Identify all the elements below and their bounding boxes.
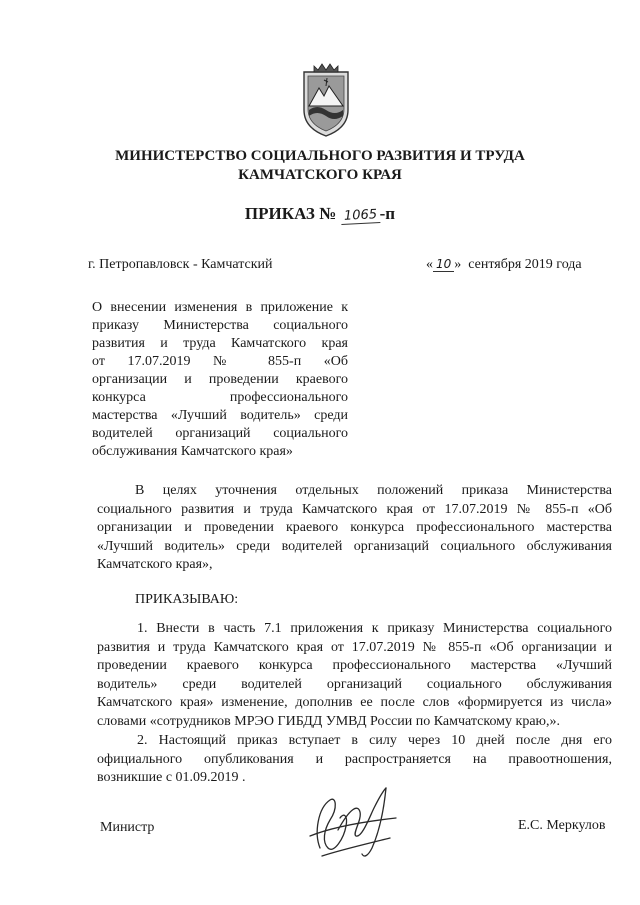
subject-line: О внесении изменения в приложение к — [92, 300, 348, 315]
subject-line: мастерства «Лучший водитель» среди — [92, 408, 348, 423]
item-1-line: словами «сотрудников МРЭО ГИБДД УМВД России по Камчатскому краю,». — [97, 713, 561, 729]
date-day-handwritten: 10 — [433, 257, 454, 272]
subject-line: конкурса профессионального — [92, 390, 348, 405]
preamble-line: социального развития и труда Камчатского края от 17.07.2019 № 855-п «Об — [97, 501, 612, 517]
item-2-line: официального опубликования и распространяется на правоотношения, — [97, 751, 612, 767]
item-1-line: Камчатского края» изменение, дополнив ее после слов «формируется из числа» — [97, 695, 612, 711]
order-date — [426, 257, 582, 273]
item-2-line: возникшие с 01.09.2019 . — [97, 770, 246, 786]
preamble-line: В целях уточнения отдельных положений приказа Министерства — [135, 483, 612, 498]
subject-line: водителей организаций социального — [92, 426, 348, 441]
prikazyvayu-heading: ПРИКАЗЫВАЮ: — [135, 592, 239, 607]
order-number-handwritten: 1065 — [340, 207, 380, 225]
date-open-quote: « — [426, 257, 433, 272]
order-title — [0, 204, 640, 224]
coat-of-arms-emblem — [300, 58, 352, 140]
subject-line: от 17.07.2019 № 855-п «Об — [92, 354, 348, 369]
subject-line: обслуживания Камчатского края» — [92, 444, 293, 459]
order-subject — [92, 299, 348, 461]
item-1-line: развития и труда Камчатского края от 17.07.2019 № 855-п «Об организации и — [97, 639, 612, 655]
signatory-name: Е.С. Меркулов — [518, 818, 606, 833]
date-close-quote: » — [454, 257, 462, 272]
item-2-line: 2. Настоящий приказ вступает в силу через 10 дней после дня его — [137, 733, 612, 748]
subject-line: приказу Министерства социального — [92, 318, 348, 333]
city: г. Петропавловск - Камчатский — [88, 257, 273, 272]
item-1-line: 1. Внести в часть 7.1 приложения к приказу Министерства социального — [137, 621, 612, 636]
signatory-title: Министр — [100, 820, 155, 835]
item-1-line: проведении краевого конкурса профессионального мастерства «Лучший — [97, 658, 612, 674]
preamble-line: Камчатского края», — [97, 557, 213, 573]
subject-line: развития и труда Камчатского края — [92, 336, 348, 351]
order-prefix: ПРИКАЗ № — [244, 204, 341, 223]
subject-line: организации и проведении краевого — [92, 372, 348, 387]
item-1-paragraph — [97, 620, 612, 732]
date-month-year: сентября 2019 года — [468, 257, 582, 272]
preamble-line: организации и проведении краевого конкурса профессионального мастерства — [97, 520, 612, 536]
preamble-line: «Лучший водитель» среди водителей организаций социального обслуживания — [97, 538, 612, 554]
ministry-title-line1: МИНИСТЕРСТВО СОЦИАЛЬНОГО РАЗВИТИЯ И ТРУДА — [115, 148, 525, 164]
ministry-title-line2: КАМЧАТСКОГО КРАЯ — [238, 167, 402, 183]
handwritten-signature — [300, 778, 412, 870]
item-1-line: водитель» среди водителей организаций социального обслуживания — [97, 676, 612, 692]
preamble-paragraph — [97, 482, 612, 575]
order-suffix: -п — [379, 204, 396, 223]
